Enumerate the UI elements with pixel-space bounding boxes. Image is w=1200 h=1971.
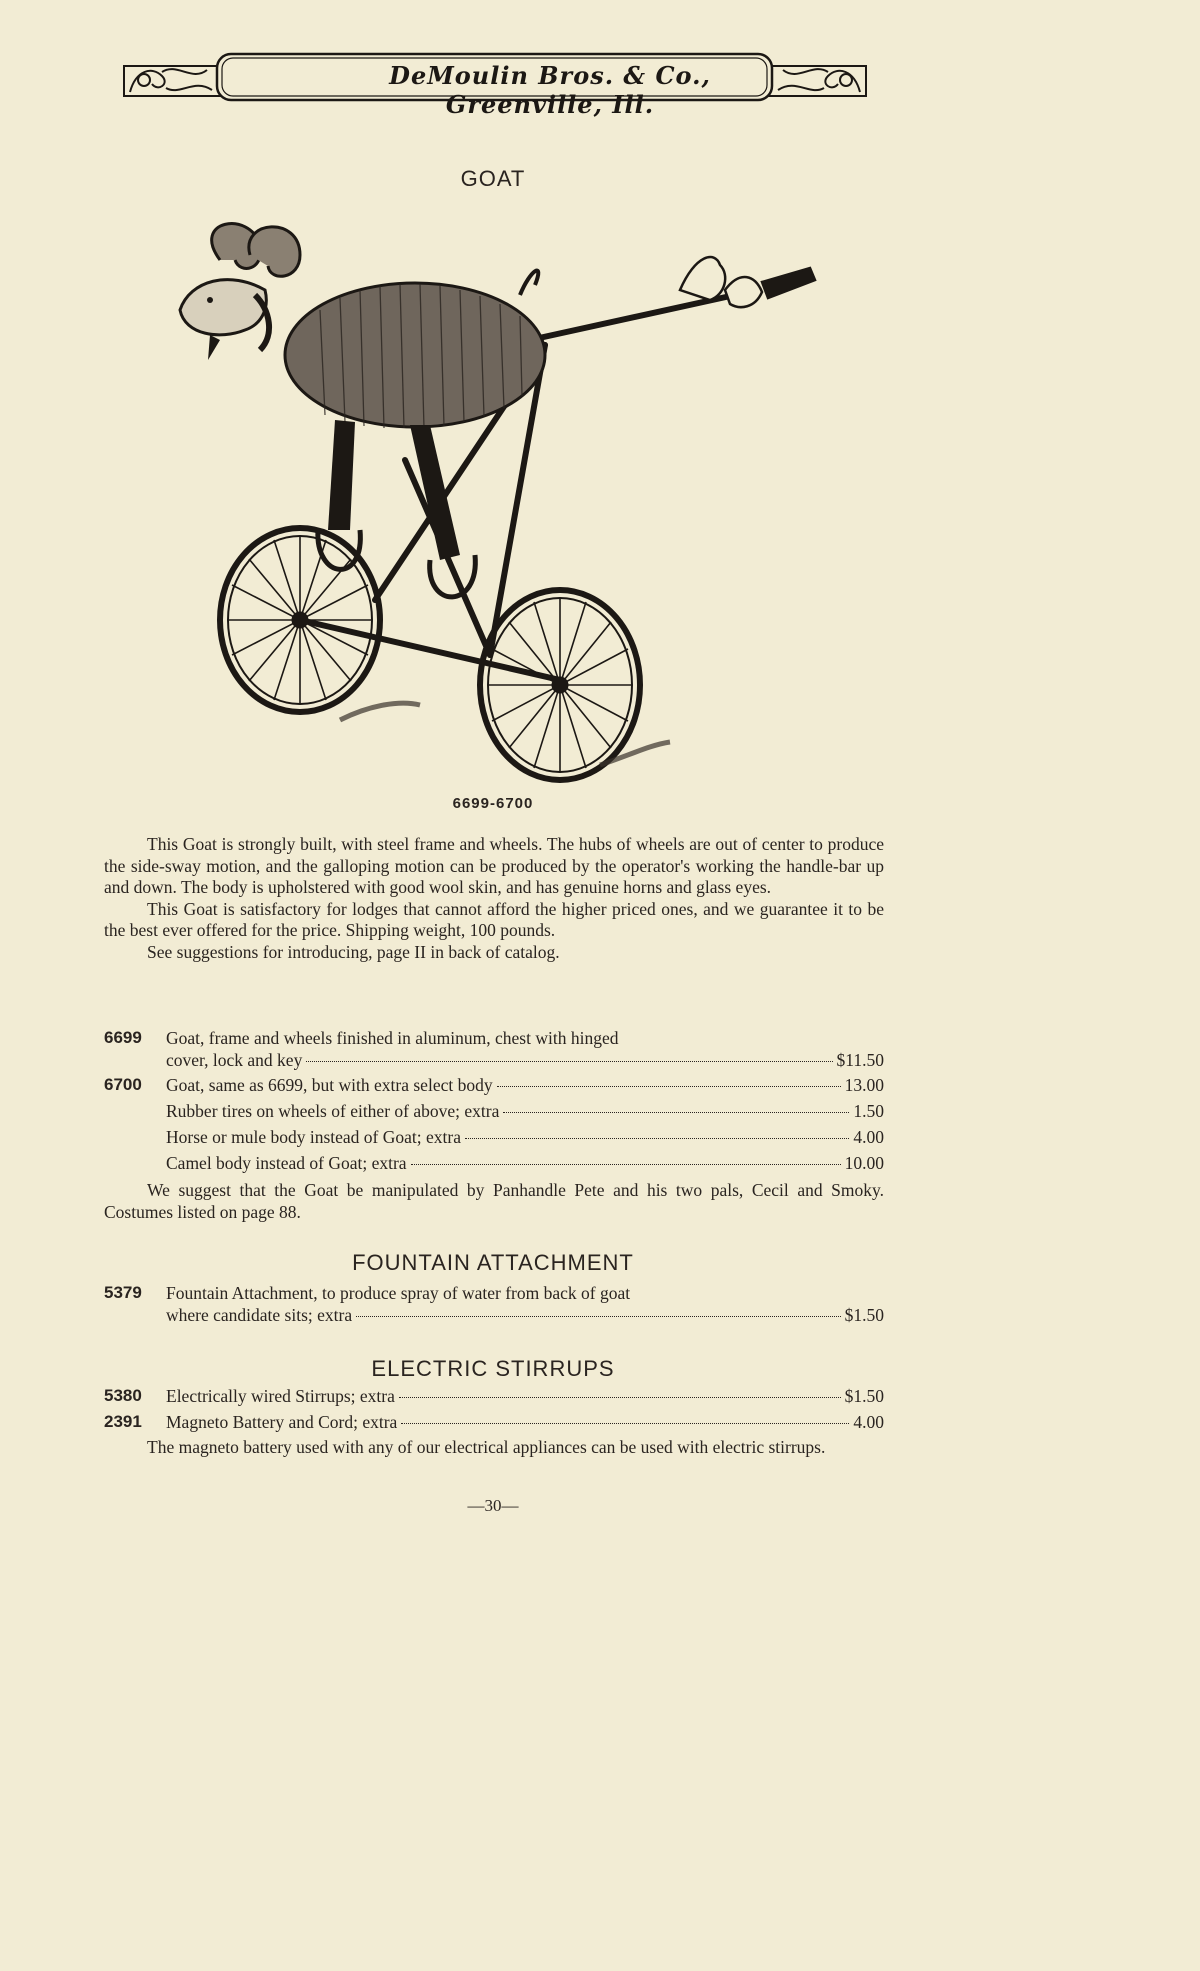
item-code: 2391 <box>104 1412 142 1431</box>
item-price: 13.00 <box>844 1075 884 1095</box>
stirrups-note-text: The magneto battery used with any of our electrical appliances can be used with electric stirrups. <box>147 1437 826 1457</box>
item-code: 6700 <box>104 1075 142 1094</box>
option-camel-body <box>104 1152 884 1174</box>
item-description-cont: where candidate sits; extra <box>166 1305 353 1325</box>
header-banner <box>122 52 868 119</box>
stirrups-title: ELECTRIC STIRRUPS <box>371 1356 615 1381</box>
option-price: 10.00 <box>844 1153 884 1173</box>
item-code: 6699 <box>104 1028 142 1047</box>
option-price: 4.00 <box>853 1127 884 1147</box>
leader-dots <box>503 1112 849 1113</box>
leader-dots <box>399 1397 841 1398</box>
leader-dots <box>465 1138 849 1139</box>
fountain-title: FOUNTAIN ATTACHMENT <box>352 1250 634 1275</box>
item-description: Goat, same as 6699, but with extra select body <box>166 1075 493 1095</box>
leader-dots <box>497 1086 841 1087</box>
stirrups-note <box>104 1437 884 1459</box>
goat-description <box>104 834 884 963</box>
leader-dots <box>306 1061 832 1062</box>
option-description: Camel body instead of Goat; extra <box>166 1153 407 1173</box>
item-price: 4.00 <box>853 1412 884 1432</box>
option-description: Rubber tires on wheels of either of above; extra <box>166 1101 500 1121</box>
leader-dots <box>411 1164 841 1165</box>
option-description: Horse or mule body instead of Goat; extra <box>166 1127 461 1147</box>
option-rubber-tires <box>104 1100 884 1122</box>
leader-dots <box>356 1316 841 1317</box>
item-price: $11.50 <box>836 1050 884 1070</box>
goat-paragraph-3: See suggestions for introducing, page II in back of catalog. <box>147 941 560 962</box>
item-description-cont: cover, lock and key <box>166 1050 303 1070</box>
item-description: Fountain Attachment, to produce spray of water from back of goat <box>166 1283 631 1303</box>
item-description: Magneto Battery and Cord; extra <box>166 1412 398 1432</box>
item-6699 <box>104 1027 884 1071</box>
item-price: $1.50 <box>844 1305 884 1325</box>
closing-paragraph: We suggest that the Goat be manipulated by Panhandle Pete and his two pals, Cecil and Smoky. Costumes listed on page 88. <box>104 1180 884 1222</box>
item-description: Electrically wired Stirrups; extra <box>166 1386 395 1406</box>
item-description: Goat, frame and wheels finished in aluminum, chest with hinged <box>166 1028 619 1048</box>
leader-dots <box>401 1423 849 1424</box>
item-price: $1.50 <box>844 1386 884 1406</box>
goat-closing-note <box>104 1180 884 1223</box>
item-6700 <box>104 1074 884 1096</box>
goat-illustration <box>150 200 840 790</box>
option-horse-body <box>104 1126 884 1148</box>
item-code: 5380 <box>104 1386 142 1405</box>
page-number: —30— <box>467 1496 519 1515</box>
item-5380 <box>104 1385 884 1407</box>
option-price: 1.50 <box>853 1101 884 1121</box>
illustration-caption: 6699-6700 <box>452 795 534 812</box>
item-2391 <box>104 1411 884 1433</box>
goat-paragraph-1: This Goat is strongly built, with steel frame and wheels. The hubs of wheels are out of center to produce the side-sway motion, and the galloping motion can be produced by the operator's working the handle-bar up and down. The body is upholstered with good wool skin, and has genuine horns and glass eyes. <box>104 834 884 897</box>
goat-title: GOAT <box>460 166 526 191</box>
goat-paragraph-2: This Goat is satisfactory for lodges that cannot afford the higher priced ones, and we guarantee it to be the best ever offered for the price. Shipping weight, 100 pounds. <box>104 898 884 940</box>
item-5379 <box>104 1282 884 1326</box>
item-code: 5379 <box>104 1283 142 1302</box>
banner-company-name: DeMoulin Bros. & Co., Greenville, Ill. <box>389 61 711 119</box>
